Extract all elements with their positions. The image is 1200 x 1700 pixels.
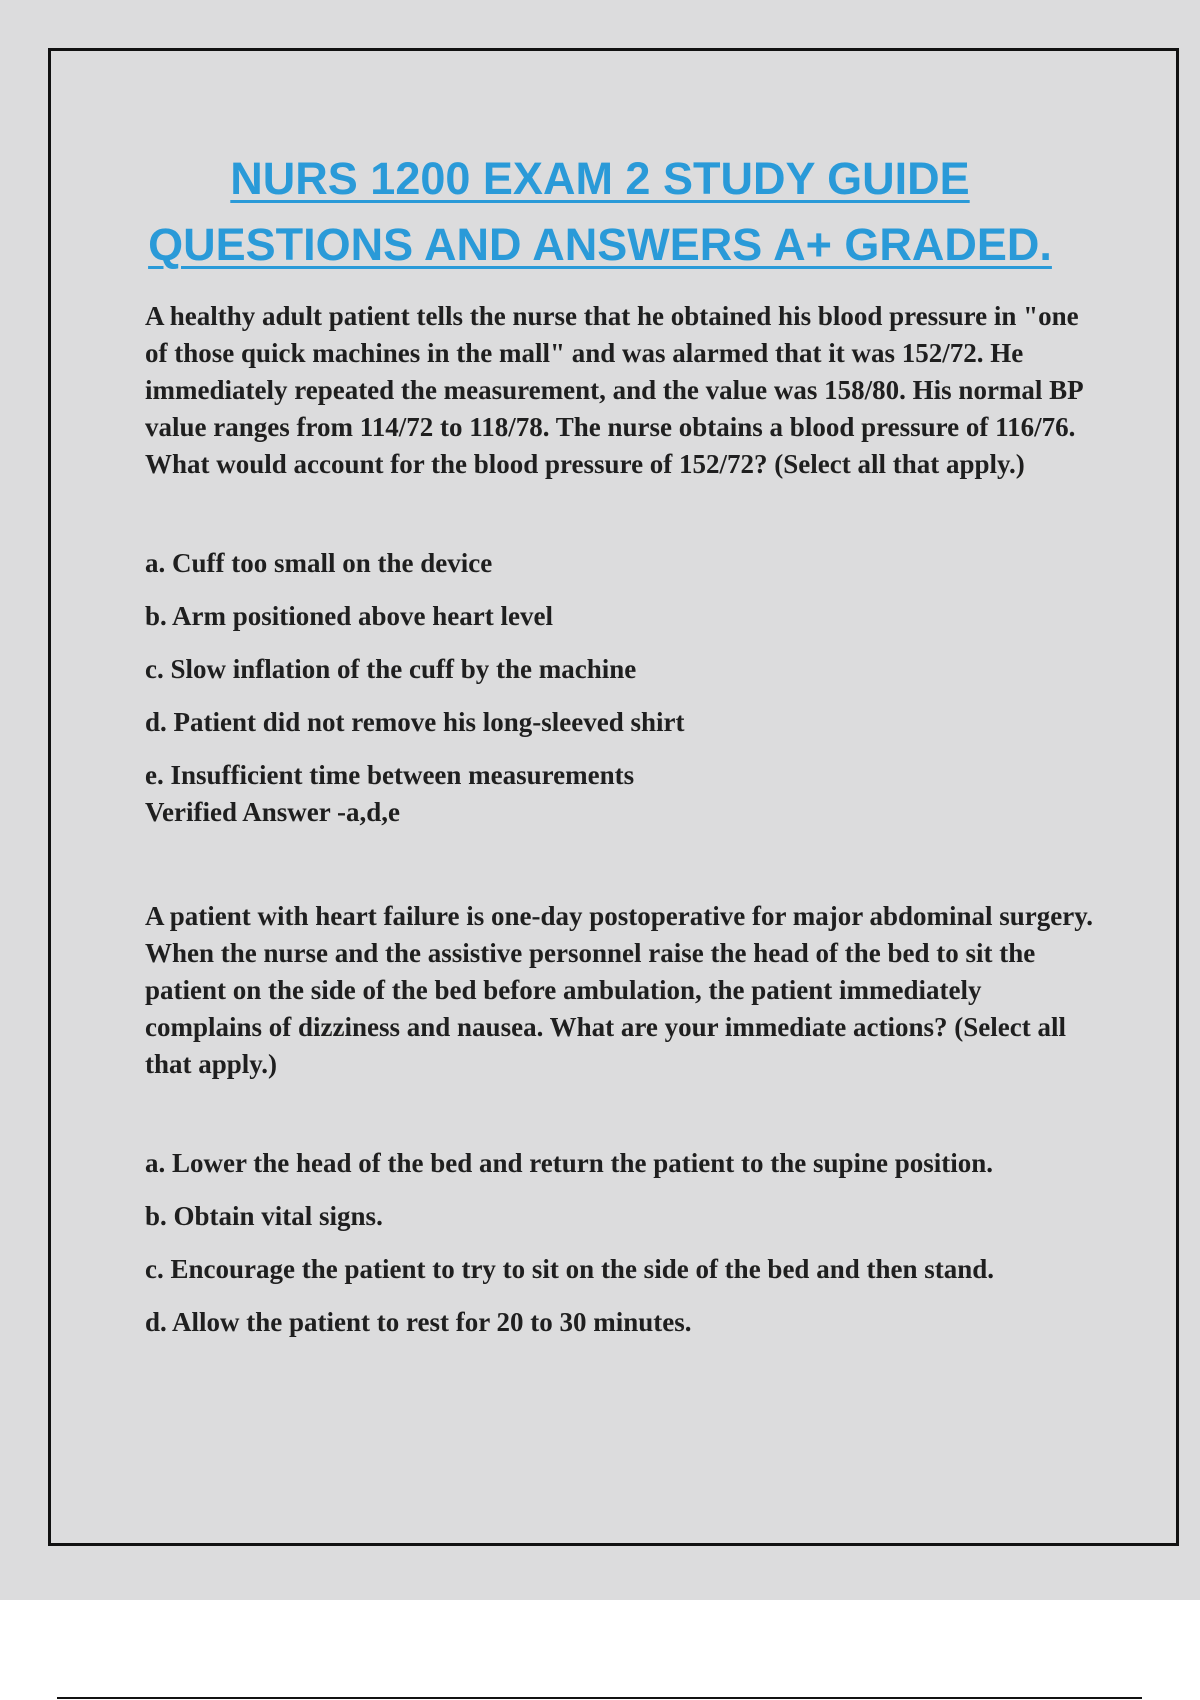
question-1-option-e: e. Insufficient time between measurements <box>145 760 635 790</box>
question-1-option-b: b. Arm positioned above heart level <box>145 601 553 631</box>
question-2-option-b: b. Obtain vital signs. <box>145 1201 383 1231</box>
question-1-answer: Verified Answer -a,d,e <box>145 797 400 827</box>
question-2-option-a: a. Lower the head of the bed and return the patient to the supine position. <box>145 1148 994 1178</box>
title-line-2: QUESTIONS AND ANSWERS A+ GRADED. <box>148 219 1052 270</box>
question-1-option-d: d. Patient did not remove his long-sleeved shirt <box>145 707 685 737</box>
document-body <box>145 298 1095 1341</box>
question-2-option-d: d. Allow the patient to rest for 20 to 30 minutes. <box>145 1307 692 1337</box>
title-line-1: NURS 1200 EXAM 2 STUDY GUIDE <box>230 153 970 204</box>
question-1-option-a: a. Cuff too small on the device <box>145 548 493 578</box>
footer-rule <box>57 1697 1142 1699</box>
question-1-options <box>145 545 1095 794</box>
spacer <box>145 831 1095 898</box>
question-2-options <box>145 1145 1095 1341</box>
document-title <box>0 146 1200 278</box>
question-1-option-c: c. Slow inflation of the cuff by the machine <box>145 654 637 684</box>
question-1-text: A healthy adult patient tells the nurse that he obtained his blood pressure in "one of those quick machines in the mall" and was alarmed that it was 152/72. He immediately repeated the measurement, and the value was 158/80. His normal BP value ranges from 114/72 to 118/78. The nurse obtains a blood pressure of 116/76. What would account for the blood pressure of 152/72? (Select all that apply.) <box>145 301 1083 479</box>
question-2-text: A patient with heart failure is one-day postoperative for major abdominal surgery. When the nurse and the assistive personnel raise the head of the bed to sit the patient on the side of the bed before ambulation, the patient immediately complains of dizziness and nausea. What are your immediate actions? (Select all that apply.) <box>145 901 1093 1079</box>
question-2-option-c: c. Encourage the patient to try to sit on the side of the bed and then stand. <box>145 1254 995 1284</box>
